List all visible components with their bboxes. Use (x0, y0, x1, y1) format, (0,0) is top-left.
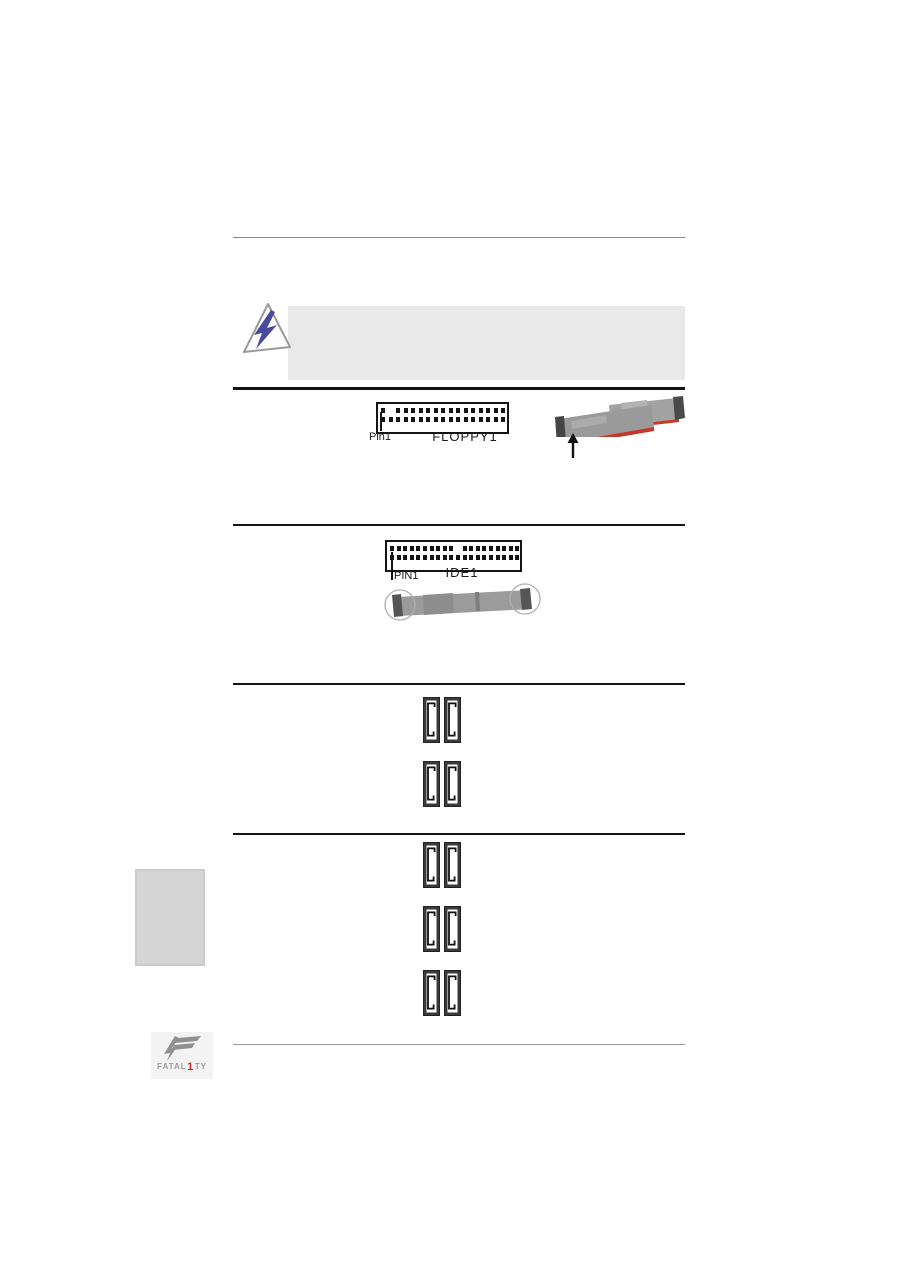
fatal1ty-emblem-icon (160, 1035, 204, 1061)
pin (404, 417, 408, 422)
pin (436, 546, 440, 551)
pin (456, 408, 460, 413)
pin (423, 546, 427, 551)
sata-port-icon (423, 761, 440, 807)
pin (410, 555, 414, 560)
pin (390, 546, 394, 551)
warning-lightning-icon (237, 299, 295, 361)
ide-ribbon-cable-photo (383, 583, 543, 625)
pin (482, 555, 486, 560)
pin (456, 555, 460, 560)
pin (419, 408, 423, 413)
pin (464, 417, 468, 422)
pin (449, 408, 453, 413)
top-divider (233, 237, 685, 238)
footer-divider (233, 1044, 685, 1045)
pin (403, 546, 407, 551)
pin (434, 417, 438, 422)
fatal1ty-wordmark (157, 1062, 207, 1072)
section-divider (233, 683, 685, 685)
pin (486, 417, 490, 422)
pin (436, 555, 440, 560)
pin (515, 555, 519, 560)
pin (494, 408, 498, 413)
pin (489, 546, 493, 551)
pin (464, 408, 468, 413)
pin (463, 546, 467, 551)
pin (449, 546, 453, 551)
pin (397, 555, 401, 560)
pin (502, 555, 506, 560)
floppy1-label: FLOPPY1 (432, 429, 498, 444)
pin (449, 417, 453, 422)
pin (430, 555, 434, 560)
pin (396, 408, 400, 413)
pin (479, 408, 483, 413)
pin (471, 417, 475, 422)
pin (434, 408, 438, 413)
pin (411, 408, 415, 413)
floppy-pin1-label: Pin1 (369, 431, 392, 443)
sata-port-icon (444, 761, 461, 807)
sata-port-icon (444, 697, 461, 743)
pin (463, 555, 467, 560)
sata-connector-pair (423, 761, 461, 807)
ide-pin-row-bottom (387, 555, 520, 560)
sata-port-icon (423, 697, 440, 743)
pin (515, 546, 519, 551)
pin (482, 546, 486, 551)
wordmark-prefix: FATAL (157, 1062, 187, 1071)
sata-connector-pair (423, 842, 461, 888)
pin (509, 546, 513, 551)
ide-pin1-label: PIN1 (394, 570, 419, 582)
pin (410, 546, 414, 551)
pin (449, 555, 453, 560)
sata-connector-group-1 (423, 697, 461, 807)
sata-port-icon (444, 906, 461, 952)
floppy-pin-row-top (378, 408, 507, 413)
pin (476, 546, 480, 551)
pin (496, 555, 500, 560)
pin (456, 417, 460, 422)
pin (423, 555, 427, 560)
pin (501, 408, 505, 413)
sata-connector-group-2 (423, 842, 461, 1016)
floppy-pin-row-bottom (378, 417, 507, 422)
pin (494, 417, 498, 422)
pin (416, 555, 420, 560)
pin (486, 408, 490, 413)
pin (426, 417, 430, 422)
pin (476, 555, 480, 560)
section-divider (233, 833, 685, 835)
sata-port-icon (423, 842, 440, 888)
pin (389, 417, 393, 422)
section-divider-thick (233, 387, 685, 390)
pin (416, 546, 420, 551)
pin (397, 546, 401, 551)
pin (411, 417, 415, 422)
pin (426, 408, 430, 413)
sata-port-icon (444, 842, 461, 888)
pin (502, 546, 506, 551)
wordmark-one: 1 (187, 1061, 195, 1073)
red-stripe-arrow-icon (565, 433, 581, 459)
pin (496, 546, 500, 551)
pin (419, 417, 423, 422)
pin (441, 408, 445, 413)
page-edge-tab (135, 869, 205, 966)
sata-connector-pair (423, 906, 461, 952)
pin (443, 546, 447, 551)
wordmark-suffix: TY (194, 1062, 207, 1071)
pin (443, 555, 447, 560)
sata-port-icon (423, 906, 440, 952)
fatal1ty-logo (151, 1032, 213, 1079)
section-divider (233, 524, 685, 526)
pin (479, 417, 483, 422)
pin (471, 408, 475, 413)
pin (430, 546, 434, 551)
pin (441, 417, 445, 422)
ide-pin-row-top (387, 546, 520, 551)
caution-note-box (288, 306, 685, 380)
floppy-pin1-leader-line (380, 412, 382, 431)
sata-connector-pair (423, 697, 461, 743)
pin (469, 546, 473, 551)
pin (501, 417, 505, 422)
sata-connector-pair (423, 970, 461, 1016)
pin (403, 555, 407, 560)
floppy-ribbon-cable-photo (551, 395, 689, 437)
pin (469, 555, 473, 560)
pin (489, 555, 493, 560)
pin (396, 417, 400, 422)
ide1-label: IDE1 (445, 565, 479, 580)
ide-pin1-leader-line (391, 552, 393, 580)
sata-port-icon (423, 970, 440, 1016)
sata-port-icon (444, 970, 461, 1016)
pin (404, 408, 408, 413)
pin (509, 555, 513, 560)
